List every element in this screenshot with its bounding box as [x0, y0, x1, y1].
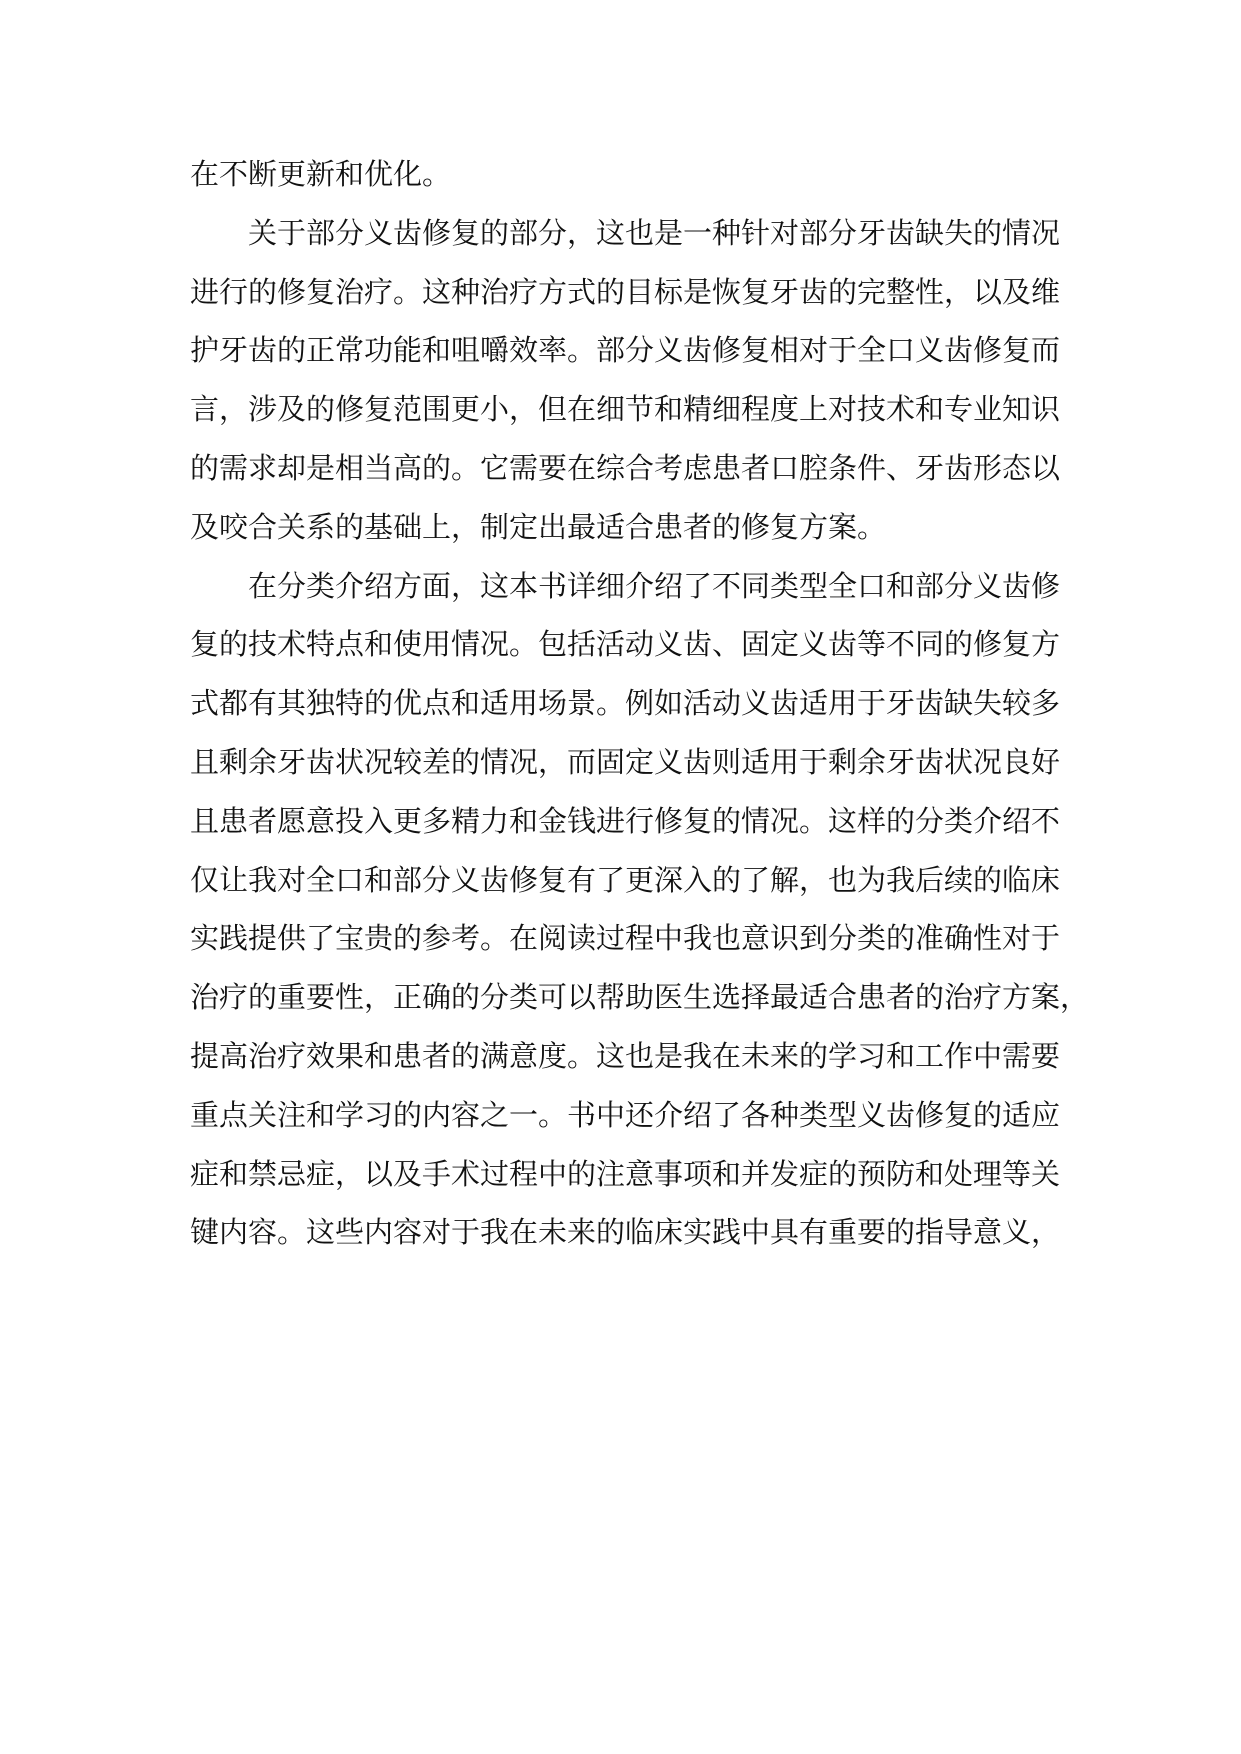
text-line: 进行的修复治疗。这种治疗方式的目标是恢复牙齿的完整性，以及维 — [190, 274, 1061, 309]
text-line: 的需求却是相当高的。它需要在综合考虑患者口腔条件、牙齿形态以 — [190, 450, 1061, 485]
text-line: 仅让我对全口和部分义齿修复有了更深入的了解，也为我后续的临床 — [190, 862, 1061, 897]
text-line: 重点关注和学习的内容之一。书中还介绍了各种类型义齿修复的适应 — [190, 1097, 1061, 1132]
text-line: 式都有其独特的优点和适用场景。例如活动义齿适用于牙齿缺失较多 — [190, 686, 1061, 721]
text-line: 且剩余牙齿状况较差的情况，而固定义齿则适用于剩余牙齿状况良好 — [190, 744, 1061, 779]
text-line: 键内容。这些内容对于我在未来的临床实践中具有重要的指导意义， — [190, 1215, 1061, 1250]
text-line: 实践提供了宝贵的参考。在阅读过程中我也意识到分类的准确性对于 — [190, 921, 1061, 956]
text-line: 复的技术特点和使用情况。包括活动义齿、固定义齿等不同的修复方 — [190, 627, 1061, 662]
text-line: 关于部分义齿修复的部分，这也是一种针对部分牙齿缺失的情况 — [248, 215, 1061, 250]
text-line: 在分类介绍方面，这本书详细介绍了不同类型全口和部分义齿修 — [248, 568, 1061, 603]
text-line: 护牙齿的正常功能和咀嚼效率。部分义齿修复相对于全口义齿修复而 — [190, 333, 1061, 368]
text-line: 言，涉及的修复范围更小，但在细节和精细程度上对技术和专业知识 — [190, 392, 1061, 427]
body-text — [190, 145, 1090, 1262]
text-line: 且患者愿意投入更多精力和金钱进行修复的情况。这样的分类介绍不 — [190, 803, 1061, 838]
text-line: 在不断更新和优化。 — [190, 157, 452, 191]
text-line: 及咬合关系的基础上，制定出最适合患者的修复方案。 — [190, 509, 887, 544]
text-line: 提高治疗效果和患者的满意度。这也是我在未来的学习和工作中需要 — [190, 1038, 1061, 1073]
text-line: 症和禁忌症，以及手术过程中的注意事项和并发症的预防和处理等关 — [190, 1156, 1061, 1191]
text-line: 治疗的重要性，正确的分类可以帮助医生选择最适合患者的治疗方案， — [190, 980, 1090, 1015]
